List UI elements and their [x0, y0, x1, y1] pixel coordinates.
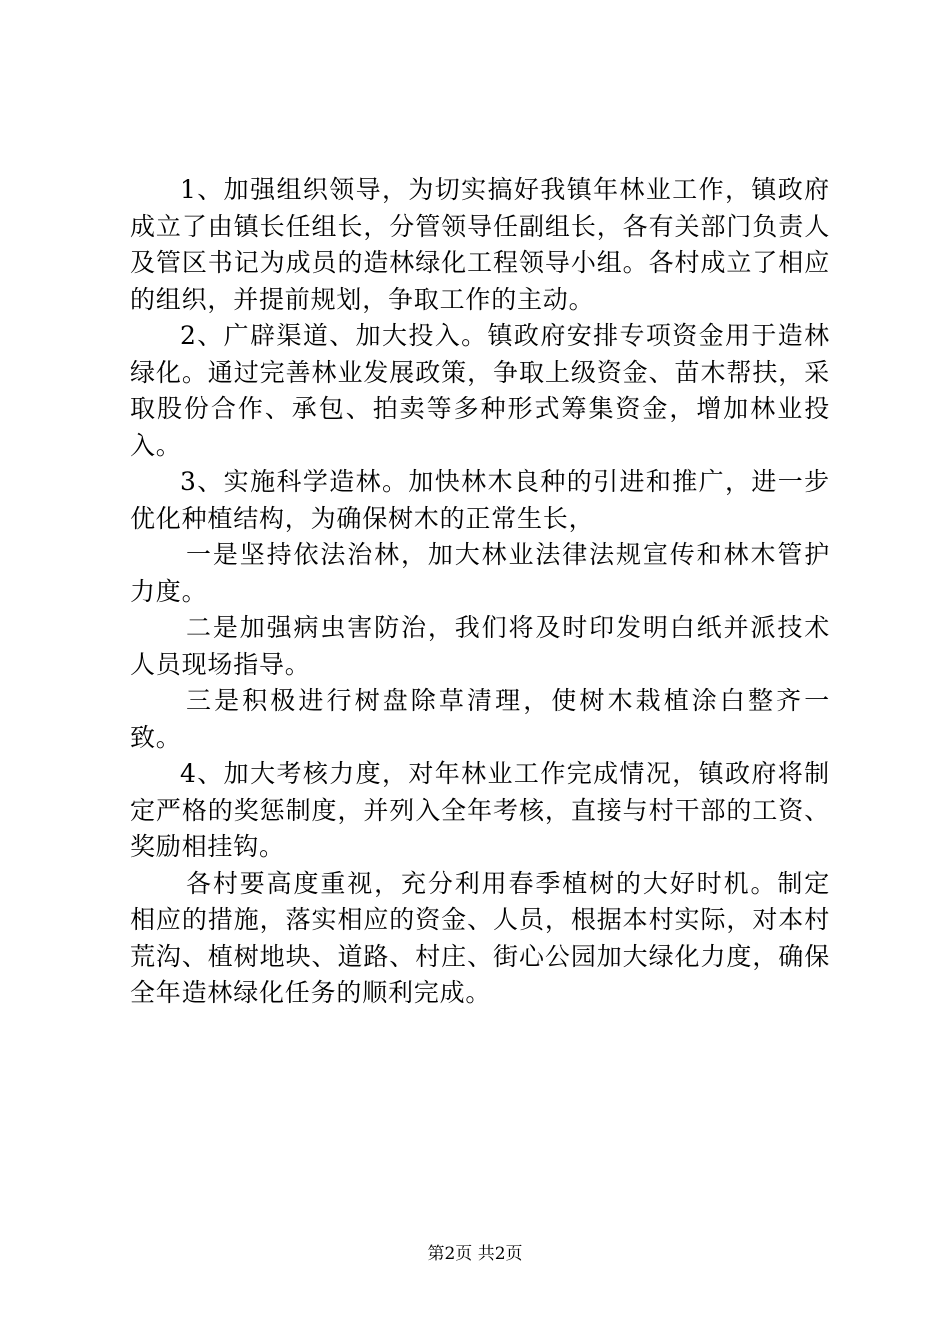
paragraph-pest-control: 二是加强病虫害防治，我们将及时印发明白纸并派技术人员现场指导。 [130, 613, 830, 679]
paragraph-law-enforcement: 一是坚持依法治林，加大林业法律法规宣传和林木管护力度。 [130, 540, 830, 606]
paragraph-funding: 2、广辟渠道、加大投入。镇政府安排专项资金用于造林绿化。通过完善林业发展政策，争取上级资金、苗木帮扶，采取股份合作、承包、拍卖等多种形式筹集资金，增加林业投入。 [130, 321, 830, 460]
paragraph-scientific-afforestation: 3、实施科学造林。加快林木良种的引进和推广，进一步优化种植结构，为确保树木的正常生长， [130, 467, 830, 533]
paragraph-weeding: 三是积极进行树盘除草清理，使树木栽植涂白整齐一致。 [130, 686, 830, 752]
paragraph-conclusion: 各村要高度重视，充分利用春季植树的大好时机。制定相应的措施，落实相应的资金、人员，根据本村实际，对本村荒沟、植树地块、道路、村庄、街心公园加大绿化力度，确保全年造林绿化任务的顺利完成。 [130, 868, 830, 1007]
document-body [130, 172, 830, 1012]
page-indicator: 第2页 共2页 [427, 1244, 523, 1264]
paragraph-assessment: 4、加大考核力度，对年林业工作完成情况，镇政府将制定严格的奖惩制度，并列入全年考核，直接与村干部的工资、奖励相挂钩。 [130, 759, 830, 861]
page-footer [0, 1243, 950, 1265]
paragraph-organization: 1、加强组织领导，为切实搞好我镇年林业工作，镇政府成立了由镇长任组长，分管领导任副组长，各有关部门负责人及管区书记为成员的造林绿化工程领导小组。各村成立了相应的组织，并提前规划，争取工作的主动。 [130, 175, 830, 314]
